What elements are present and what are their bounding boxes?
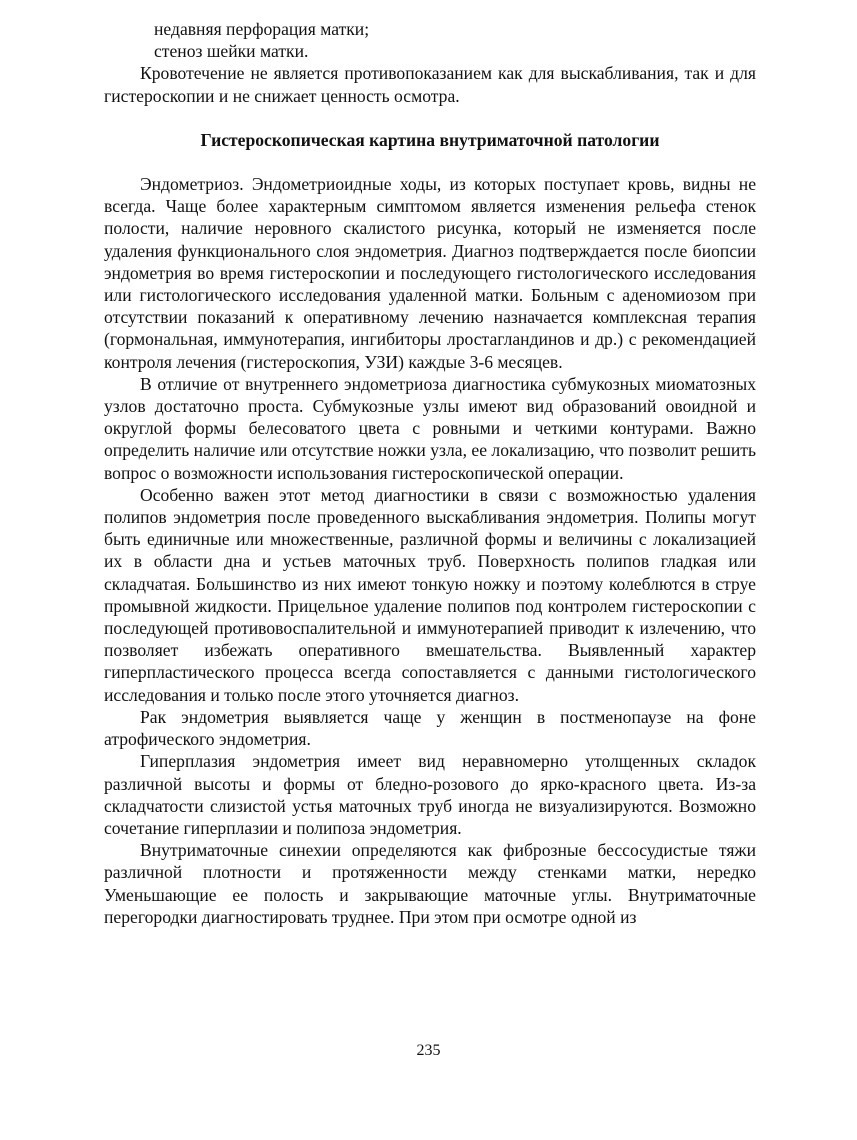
list-item-perforation: недавняя перфорация матки; [154,19,370,39]
paragraph-polyps: Особенно важен этот метод диагностики в связи с возможностью удаления полипов эндометрия после проведенного выскабливания эндометрия. Полипы могут быть единичные или множественные, различной формы и величины с локализацией их в области дна и устьев маточных труб. Поверхность полипов гладкая или складчатая. Большинство из них имеют тонкую ножку и поэтому колеблются в струе промывной жидкости. Прицельное удаление полипов под контролем гистероскопии с последующей противовоспалительной и иммунотерапией приводит к излечению, что позволяет избежать оперативного вмешательства. Выявленный характер гиперпластического процесса всегда сопоставляется с данными гистологического исследования и только после этого уточняется диагноз. [104,484,756,705]
list-item-stenosis: стеноз шейки матки. [154,41,309,62]
paragraph-hyperplasia: Гиперплазия эндометрия имеет вид неравномерно утолщенных складок различной высоты и формы от бледно-розового до ярко-красного цвета. Из-за складчатости слизистой устья маточных труб иногда не визуализируются. Возможно сочетание гиперплазии и полипоза эндометрия. [104,751,756,838]
page-number: 235 [416,1042,441,1059]
page-body [104,18,756,928]
paragraph-submucous-nodes: В отличие от внутреннего эндометриоза диагностика субмукозных миоматозных узлов достаточно проста. Субмукозные узлы имеют вид образований овоидной и округлой формы белесоватого цвета с ровными и четкими контурами. Важно определить наличие или отсутствие ножки узла, ее локализацию, что позволит решить вопрос о возможности использования гистероскопической операции. [104,373,756,483]
paragraph-synechiae: Внутриматочные синехии определяются как фиброзные бессосудистые тяжи различной плотности и протяженности между стенками матки, нередко Уменьшающие ее полость и закрывающие маточные углы. Внутриматочные перегородки диагностировать труднее. При этом при осмотре одной из [104,840,756,927]
paragraph-endometriosis: Эндометриоз. Эндометриоидные ходы, из которых поступает кровь, видны не всегда. Чаще более характерным симптомом является изменения рельефа стенок полости, наличие неровного скалистого рисунка, который не изменяется после удаления функционального слоя эндометрия. Диагноз подтверждается после биопсии эндометрия во время гистероскопии и последующего гистологического исследования или гистологического исследования удаленной матки. Больным с аденомиозом при отсутствии показаний к оперативному лечению назначается комплексная терапия (гормональная, иммунотерапия, ингибиторы лростагландинов и др.) с рекомендацией контроля лечения (гистероскопия, УЗИ) каждые 3-6 месяцев. [104,174,756,372]
paragraph-endometrial-cancer: Рак эндометрия выявляется чаще у женщин в постменопаузе на фоне атрофического эндометрия. [104,706,756,750]
intro-paragraph: Кровотечение не является противопоказанием как для выскабливания, так и для гистероскопии и не снижает ценность осмотра. [104,63,756,106]
section-heading: Гистероскопическая картина внутриматочной патологии [200,129,660,150]
